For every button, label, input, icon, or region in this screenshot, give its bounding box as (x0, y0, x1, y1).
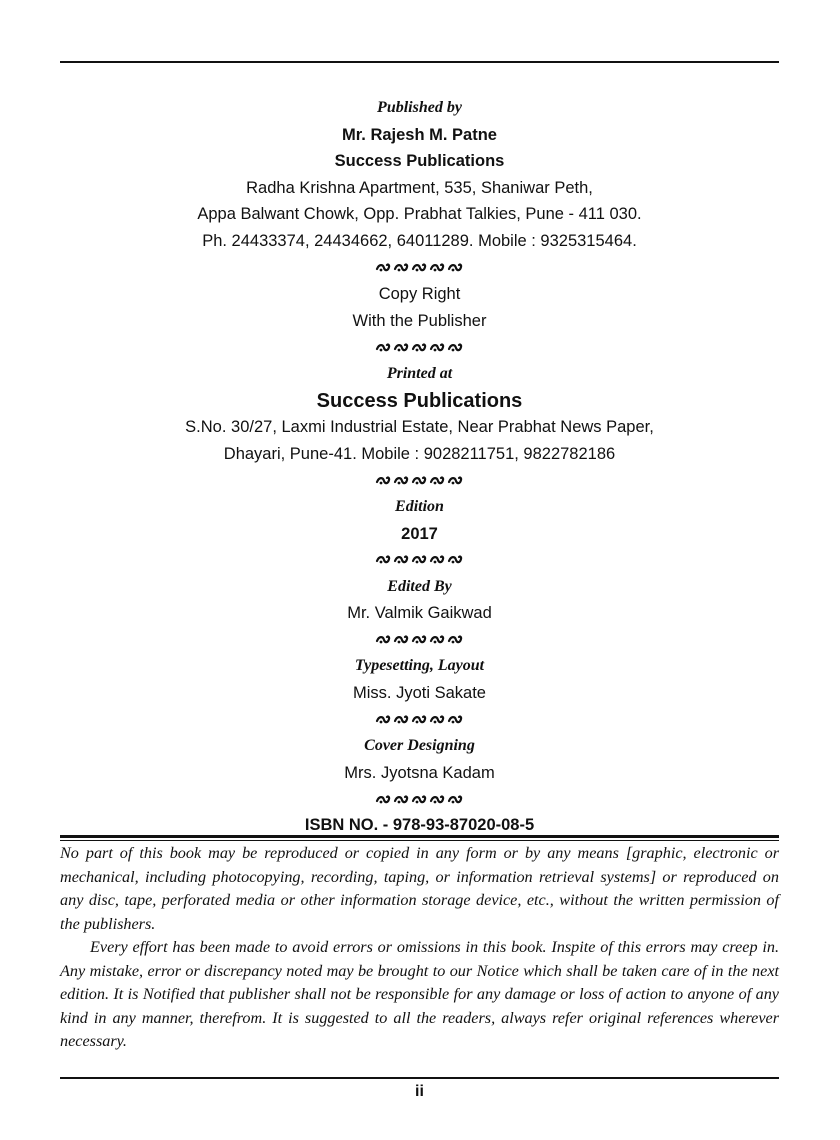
typesetter-name: Miss. Jyoti Sakate (353, 684, 486, 703)
edition-value: 2017 (401, 524, 438, 543)
typesetting-label: Typesetting, Layout (354, 657, 485, 675)
cover-designer-name: Mrs. Jyotsna Kadam (344, 763, 495, 782)
publisher-address-1: Radha Krishna Apartment, 535, Shaniwar Peth, (246, 178, 593, 197)
ornament-icon (60, 467, 779, 494)
ornament-icon (60, 547, 779, 574)
disclaimer-paragraph-1: No part of this book may be reproduced or copied in any form or by any means [graphic, electronic or mechanical, including photocopying, recording, taping, or information retrieval systems] or reproduced on any disc, tape, perforated media or other information storage device, etc., without the written permission of the publishers. (60, 844, 779, 933)
isbn-rule-thin (60, 840, 779, 841)
ornament-icon (60, 786, 779, 813)
ornament-icon (60, 707, 779, 734)
printer-address-1: S.No. 30/27, Laxmi Industrial Estate, Near Prabhat News Paper, (185, 418, 654, 437)
editor-name: Mr. Valmik Gaikwad (347, 604, 492, 623)
top-rule (60, 61, 779, 63)
edited-by-label: Edited By (387, 577, 452, 595)
copyright-line-2: With the Publisher (352, 311, 487, 330)
publisher-address-2: Appa Balwant Chowk, Opp. Prabhat Talkies, Pune - 411 030. (197, 205, 642, 224)
publisher-phone: Ph. 24433374, 24434662, 64011289. Mobile : 9325315464. (202, 231, 637, 250)
ornament-icon (60, 255, 779, 282)
printer-address-2: Dhayari, Pune-41. Mobile : 9028211751, 9822782186 (223, 444, 616, 463)
published-by-label: Published by (377, 99, 462, 116)
bottom-rule (60, 1077, 779, 1079)
isbn: ISBN NO. - 978-93-87020-08-5 (304, 816, 535, 834)
publisher-name: Mr. Rajesh M. Patne (342, 125, 497, 144)
cover-designing-label: Cover Designing (364, 737, 475, 755)
disclaimer-paragraph-2: Every effort has been made to avoid errors or omissions in this book. Inspite of this errors may creep in. Any mistake, error or discrepancy noted may be brought to our Notice which shall be taken care of in the next edition. It is Notified that publisher shall not be responsible for any damage or loss of action to anyone of any kind in any manner, therefrom. It is suggested to all the readers, always refer original references wherever necessary. (60, 938, 779, 1050)
publisher-company: Success Publications (334, 152, 505, 171)
printed-at-label: Printed at (386, 364, 453, 382)
edition-label: Edition (395, 497, 444, 515)
ornament-icon (60, 627, 779, 654)
ornament-icon (60, 334, 779, 361)
printer-company: Success Publications (316, 389, 523, 412)
disclaimer (60, 842, 779, 1054)
isbn-rule-thick (60, 835, 779, 838)
copyright-line-1: Copy Right (378, 285, 461, 304)
page-number: ii (415, 1083, 424, 1100)
imprint-block (60, 95, 779, 813)
